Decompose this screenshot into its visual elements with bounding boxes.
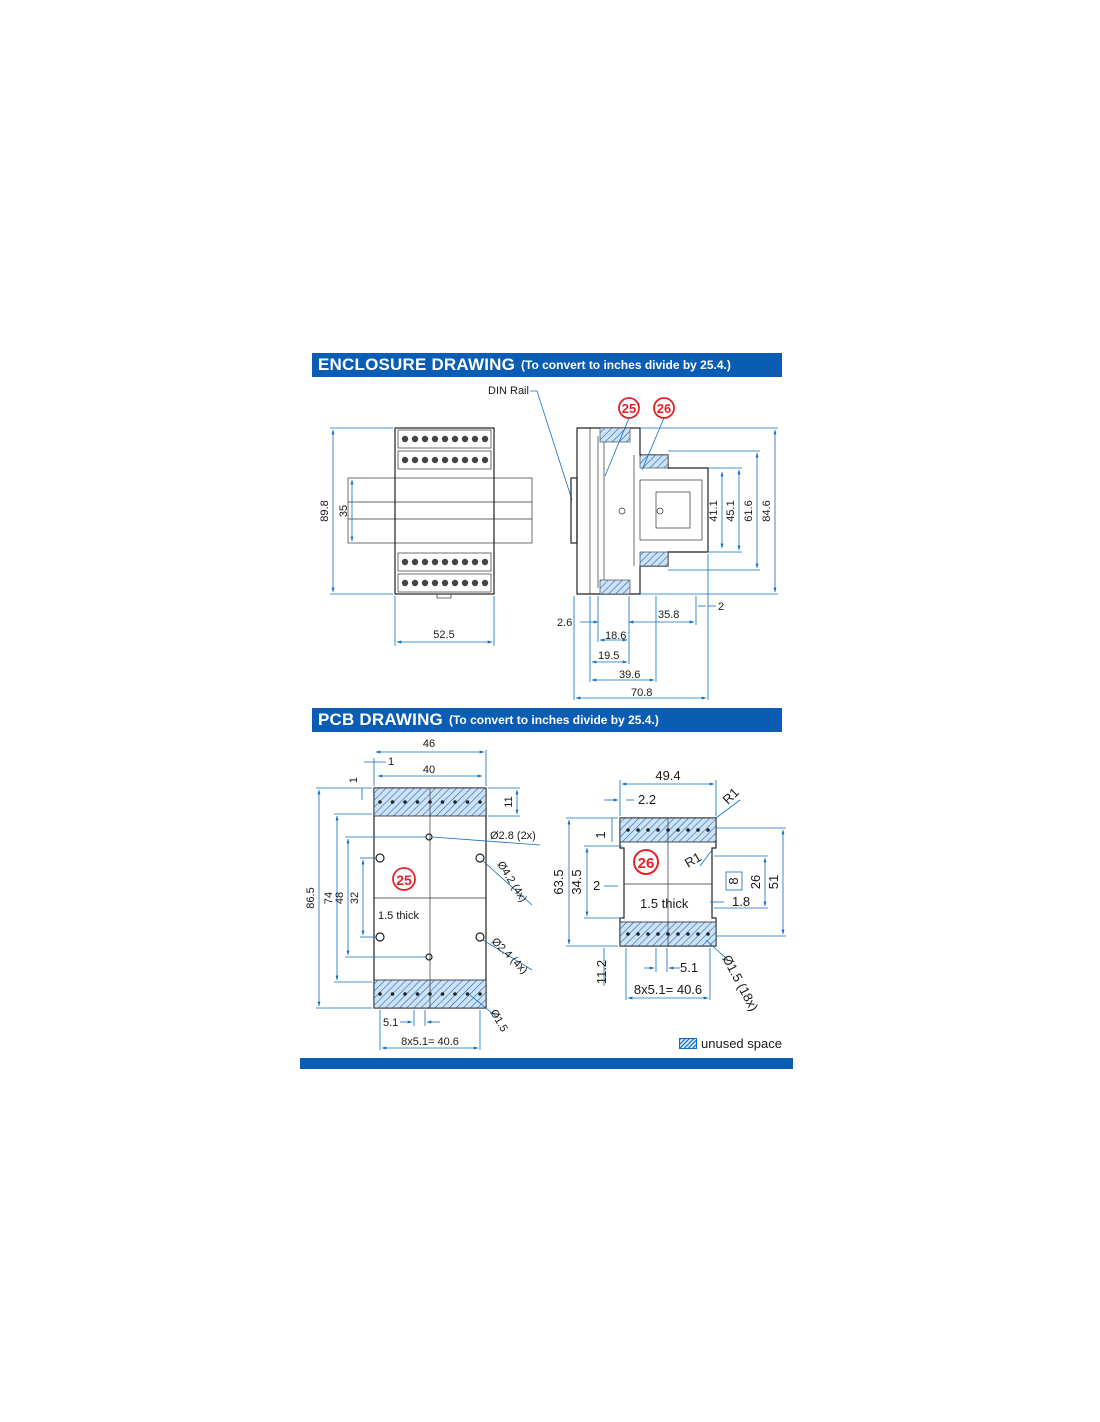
pin-hole-icon: [706, 828, 710, 832]
pin-hole-icon: [441, 800, 445, 804]
pin-label-25: Ø1.5: [487, 1007, 510, 1035]
dim-32: 32: [349, 891, 361, 905]
dim-8: 8: [726, 877, 741, 885]
pin-hole-icon: [626, 828, 630, 832]
svg-text:26: 26: [656, 401, 672, 416]
dim-49-4: 49.4: [655, 768, 681, 783]
callout-25: [619, 398, 639, 418]
pin-hole-icon: [416, 800, 420, 804]
pcb-board-26: [551, 768, 786, 1014]
dim-span-26: 8x5.1= 40.6: [633, 982, 703, 997]
terminal-screw-icon: [422, 559, 428, 565]
legend-label: unused space: [701, 1036, 782, 1051]
terminal-screw-icon: [412, 559, 418, 565]
dim-48: 48: [334, 891, 346, 905]
callout-25-pcb: [393, 868, 415, 890]
terminal-screw-icon: [442, 457, 448, 463]
dim-2-6: 2.6: [557, 617, 573, 629]
pin-hole-icon: [378, 992, 382, 996]
pin-hole-icon: [403, 992, 407, 996]
din-rail-label: DIN Rail: [488, 385, 529, 397]
pin-hole-icon: [453, 800, 457, 804]
hole-2-4-label: Ø2.4 (4x): [488, 935, 530, 977]
terminal-screw-icon: [402, 457, 408, 463]
enclosure-front-view: [319, 428, 532, 646]
enclosure-body-front: [395, 428, 494, 594]
dim-5-1-pcb26: 5.1: [680, 960, 699, 975]
terminal-screw-icon: [422, 457, 428, 463]
pin-hole-icon: [686, 828, 690, 832]
dim-1-top: 1: [388, 756, 395, 768]
mount-hole-icon: [476, 933, 484, 941]
terminal-screw-icon: [462, 457, 468, 463]
terminal-screw-icon: [462, 436, 468, 442]
terminal-screw-icon: [432, 436, 438, 442]
dim-46: 46: [422, 738, 436, 750]
terminal-screw-icon: [472, 580, 478, 586]
terminal-screw-icon: [452, 580, 458, 586]
terminal-screw-icon: [402, 580, 408, 586]
dim-span-25: 8x5.1= 40.6: [401, 1036, 459, 1048]
dim-18-6: 18.6: [605, 630, 627, 642]
terminal-screw-icon: [402, 436, 408, 442]
pin-hole-icon: [466, 992, 470, 996]
dim-1-8: 1.8: [732, 894, 751, 909]
mount-hole-icon: [376, 854, 384, 862]
pin-hole-icon: [656, 932, 660, 936]
dim-11-2: 11.2: [594, 959, 609, 985]
pin-hole-icon: [453, 992, 457, 996]
terminal-screw-icon: [482, 559, 488, 565]
pin-hole-icon: [378, 800, 382, 804]
pin-hole-icon: [666, 828, 670, 832]
dim-45-1: 45.1: [725, 500, 737, 522]
terminal-screw-icon: [402, 559, 408, 565]
mount-hole-icon: [476, 854, 484, 862]
mount-hole-icon: [426, 834, 432, 840]
dim-74: 74: [323, 891, 335, 905]
dim-26: 26: [748, 874, 763, 890]
terminal-screw-icon: [412, 436, 418, 442]
pin-hole-icon: [626, 932, 630, 936]
hatch-swatch-icon: [679, 1038, 697, 1049]
terminal-screw-icon: [482, 436, 488, 442]
pin-hole-icon: [403, 800, 407, 804]
board-25-thickness: 1.5 thick: [378, 910, 419, 922]
pin-hole-icon: [666, 932, 670, 936]
dim-11: 11: [503, 796, 515, 808]
dim-2-notch: 2: [593, 878, 601, 893]
enclosure-body-side: [577, 428, 708, 594]
radius-r1-top: R1: [719, 784, 742, 808]
pin-hole-icon: [686, 932, 690, 936]
terminal-screw-icon: [472, 559, 478, 565]
terminal-screw-icon: [482, 457, 488, 463]
terminal-screw-icon: [442, 436, 448, 442]
pin-hole-icon: [478, 800, 482, 804]
dim-1-pcb26: 1: [593, 831, 608, 839]
pin-hole-icon: [646, 828, 650, 832]
terminal-screws: [402, 436, 488, 586]
terminal-screw-icon: [442, 580, 448, 586]
terminal-screw-icon: [412, 457, 418, 463]
pin-hole-icon: [391, 992, 395, 996]
dim-41-1: 41.1: [708, 500, 720, 522]
board-26-thickness: 1.5 thick: [640, 896, 689, 911]
pin-hole-icon: [428, 992, 432, 996]
din-rail-front: [348, 478, 532, 543]
terminal-screw-icon: [462, 580, 468, 586]
pin-hole-icon: [416, 992, 420, 996]
legend: [679, 1036, 782, 1051]
pin-hole-icon: [428, 800, 432, 804]
svg-text:25: 25: [396, 872, 412, 888]
pcb-board-25: [305, 738, 540, 1050]
pin-hole-icon: [441, 992, 445, 996]
enclosure-subtitle: (To convert to inches divide by 25.4.): [521, 358, 731, 372]
terminal-screw-icon: [472, 436, 478, 442]
terminal-screw-icon: [452, 457, 458, 463]
dim-19-5: 19.5: [598, 650, 620, 662]
pin-hole-icon: [646, 932, 650, 936]
pin-hole-icon: [696, 828, 700, 832]
svg-text:25: 25: [621, 401, 637, 416]
pin-hole-icon: [636, 828, 640, 832]
callout-26: [654, 398, 674, 418]
pcb-subtitle: (To convert to inches divide by 25.4.): [448, 713, 659, 727]
terminal-screw-icon: [432, 457, 438, 463]
footer-bar: [300, 1058, 793, 1069]
terminal-screw-icon: [452, 436, 458, 442]
pin-hole-icon: [676, 828, 680, 832]
enclosure-side-view: [488, 385, 778, 700]
terminal-screw-icon: [462, 559, 468, 565]
terminal-screw-icon: [432, 580, 438, 586]
hole-4-2-label: Ø4.2 (4x): [494, 859, 529, 905]
svg-text:26: 26: [637, 855, 655, 872]
dim-2-2: 2.2: [638, 792, 657, 807]
dim-86-5: 86.5: [305, 887, 317, 909]
pin-hole-icon: [478, 992, 482, 996]
dim-63-5: 63.5: [551, 869, 566, 895]
hole-2-8-label: Ø2.8 (2x): [490, 830, 536, 842]
pin-hole-icon: [636, 932, 640, 936]
pin-hole-icon: [391, 800, 395, 804]
dim-35-8: 35.8: [658, 609, 680, 621]
terminal-screw-icon: [482, 580, 488, 586]
callout-26-pcb: [634, 850, 658, 874]
dim-40: 40: [422, 764, 436, 776]
dim-1-left: 1: [348, 776, 360, 784]
pin-hole-icon: [706, 932, 710, 936]
terminal-screw-icon: [422, 436, 428, 442]
terminal-screw-icon: [442, 559, 448, 565]
pin-hole-icon: [676, 932, 680, 936]
dim-61-6: 61.6: [743, 500, 755, 522]
dim-84-6: 84.6: [761, 500, 773, 522]
dim-39-6: 39.6: [619, 669, 641, 681]
terminal-screw-icon: [422, 580, 428, 586]
pin-hole-icon: [466, 800, 470, 804]
mount-hole-icon: [426, 954, 432, 960]
dim-35: 35: [338, 504, 350, 518]
pin-label-26: Ø1.5 (18x): [719, 952, 762, 1014]
pcb-title: PCB DRAWING: [318, 710, 443, 729]
terminal-screw-icon: [432, 559, 438, 565]
dim-51: 51: [766, 874, 781, 890]
terminal-screw-icon: [412, 580, 418, 586]
dim-2: 2: [718, 601, 725, 613]
dim-34-5: 34.5: [569, 869, 584, 895]
enclosure-title: ENCLOSURE DRAWING: [318, 355, 516, 374]
terminal-screw-icon: [452, 559, 458, 565]
dim-70-8: 70.8: [631, 687, 653, 699]
radius-r1-notch: R1: [682, 849, 704, 871]
dim-52-5: 52.5: [433, 629, 455, 641]
dim-89-8: 89.8: [319, 500, 331, 522]
terminal-screw-icon: [472, 457, 478, 463]
pin-hole-icon: [656, 828, 660, 832]
dim-5-1: 5.1: [383, 1017, 399, 1029]
mount-hole-icon: [376, 933, 384, 941]
pin-hole-icon: [696, 932, 700, 936]
